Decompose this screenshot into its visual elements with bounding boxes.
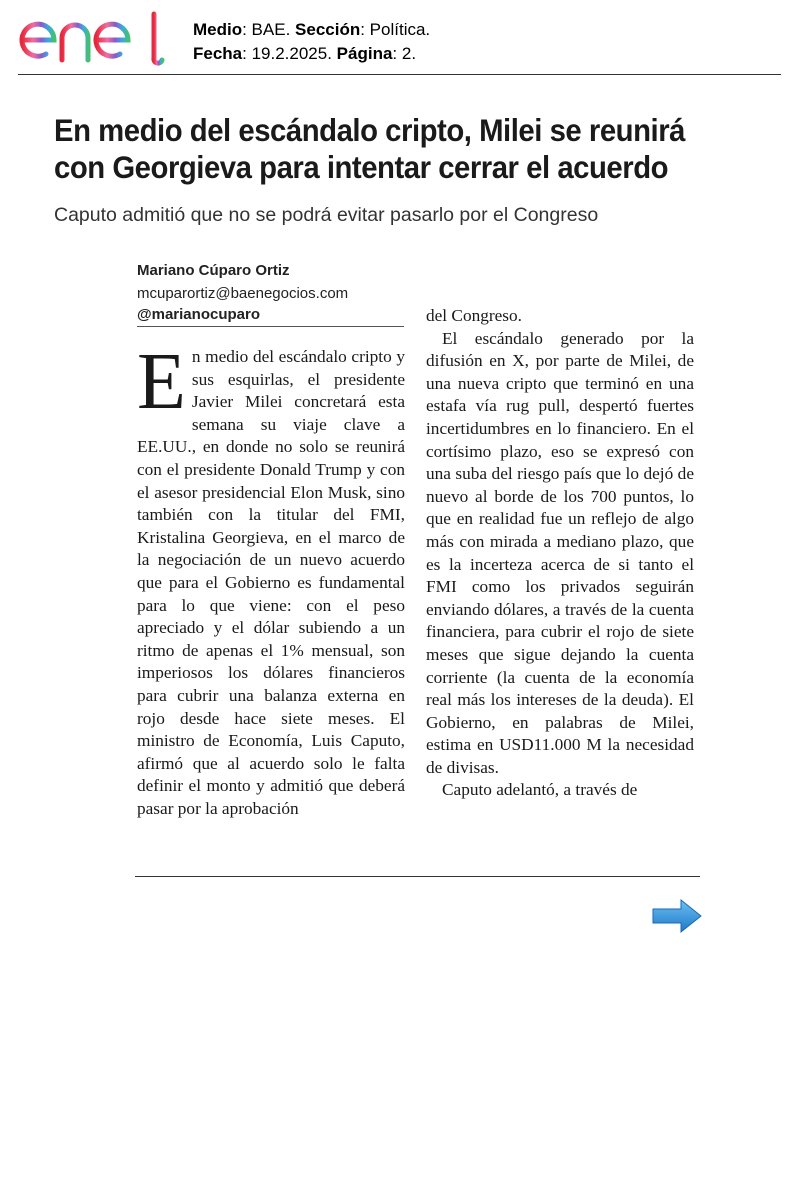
header-divider xyxy=(18,74,781,75)
right-arrow-icon[interactable] xyxy=(651,898,703,934)
body-paragraph: n medio del escándalo cripto y sus esquirlas, el presidente Javier Milei concretará esta semana su viaje clave a EE.UU., en donde no solo se reunirá con el presidente Donald Trump y con el asesor presidencial Elon Musk, sino también con la titular del FMI, Kristalina Georgieva, en el marco de la negociación de un nuevo acuerdo que para el Gobierno es fundamental para lo que viene: con el peso apreciado y el dólar subiendo a un ritmo de apenas el 1% mensual, son imperiosos los dólares financieros para cubrir una balanza externa en rojo desde hace siete meses. El ministro de Economía, Luis Caputo, afirmó que al acuerdo solo le falta definir el monto y admitió que deberá pasar por la aprobación xyxy=(137,347,405,818)
article-subhead: Caputo admitió que no se podrá evitar pasarlo por el Congreso xyxy=(54,204,599,226)
byline-divider xyxy=(137,326,404,327)
body-paragraph: del Congreso. xyxy=(426,306,522,325)
article-column-left xyxy=(137,338,405,820)
article-column-right xyxy=(426,305,694,802)
article-bottom-divider xyxy=(135,876,700,877)
author-name: Mariano Cúparo Ortiz xyxy=(137,262,290,279)
body-paragraph: Caputo adelantó, a través de xyxy=(442,780,638,800)
fecha-line: Fecha: 19.2.2025. Página: 2. xyxy=(193,44,417,63)
article-headline: En medio del escándalo cripto, Milei se reunirá con Georgieva para intentar cerrar el acuerdo xyxy=(54,112,685,185)
drop-cap: E xyxy=(137,338,186,426)
clipping-metadata xyxy=(193,18,430,66)
medio-line: Medio: BAE. Sección: Política. xyxy=(193,20,431,39)
body-paragraph: El escándalo generado por la difusión en X, por parte de Milei, de una nueva cripto que terminó en una estafa vía rug pull, despertó fuertes incertidumbres en lo financiero. En el cortísimo plazo, eso se expresó con una suba del riesgo país que lo dejó de nuevo al borde de los 700 puntos, lo que en realidad fue un reflejo de algo más con mirada a mediano plazo, que es la incerteza acerca de si tanto el FMI como los privados seguirán enviando dólares, a través de la cuenta financiera, para cubrir el rojo de siete meses que sigue dejando la cuenta corriente (la cuenta de la economía real más los intereses de la deuda). El Gobierno, en palabras de Milei, estima en USD11.000 M la necesidad de divisas. xyxy=(426,328,694,777)
author-email: mcuparortiz@baenegocios.com xyxy=(137,285,349,302)
author-handle: @marianocuparo xyxy=(137,306,260,323)
enel-logo xyxy=(16,10,170,68)
